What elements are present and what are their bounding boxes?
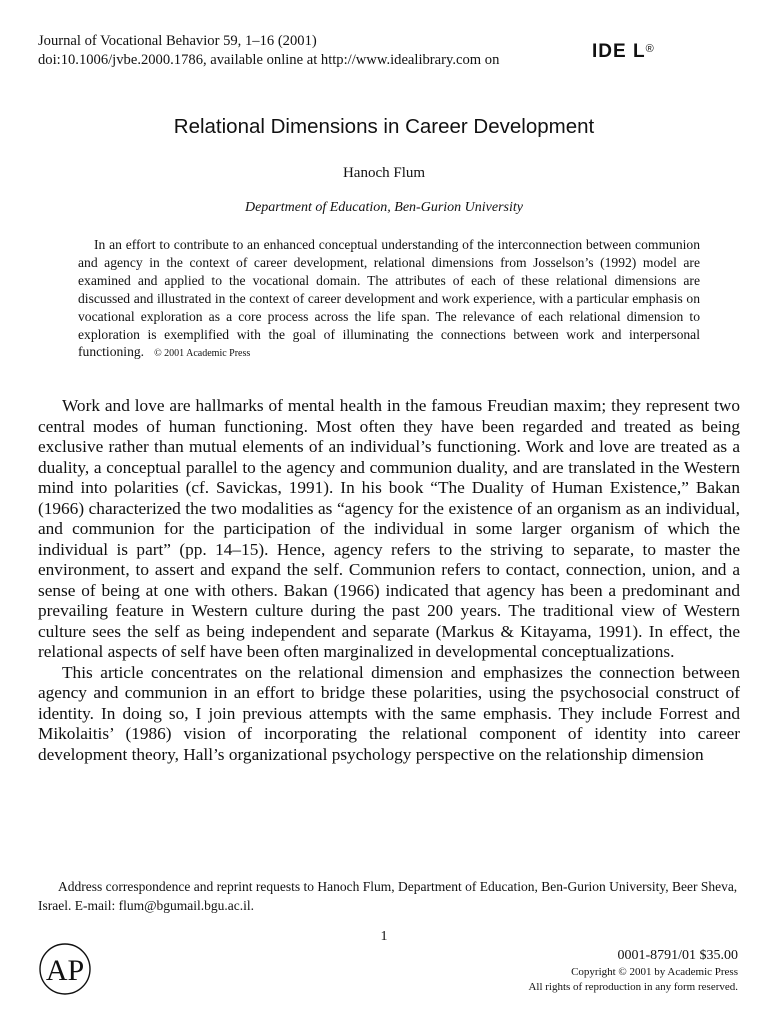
journal-citation: Journal of Vocational Behavior 59, 1–16 (2001) xyxy=(38,33,317,49)
journal-header xyxy=(38,32,668,70)
body-paragraph: Work and love are hallmarks of mental health in the famous Freudian maxim; they represent two central modes of human functioning. Most often they have been regarded and treated as being exclusive rather than mutual elements of an individual’s functioning. Work and love are treated as a duality, a conceptual parallel to the agency and communion duality, and are translated in the Western mind into polarities (cf. Savickas, 1991). In his book “The Duality of Human Existence,” Bakan (1966) characterized the two modalities as “agency for the existence of an organism as an individual, and communion for the participation of the individual in some larger organism of which the individual is part” (pp. 14–15). Hence, agency refers to the striving to separate, to master the environment, to assert and expand the self. Communion refers to contact, connection, union, and a sense of being at one with others. Bakan (1966) indicated that agency has been a predominant and prevailing feature in Western culture during the past 200 years. The traditional view of Western culture sees the self as being independent and separate (Markus & Kitayama, 1991). In effect, the relational aspects of self have been often marginalized in developmental conceptualizations. xyxy=(38,396,740,661)
ideal-logo xyxy=(592,41,655,63)
copyright-line: Copyright © 2001 by Academic Press xyxy=(571,966,738,978)
author-affiliation: Department of Education, Ben-Gurion University xyxy=(244,200,523,215)
body-paragraph: This article concentrates on the relational dimension and emphasizes the connection between agency and communion in an effort to bridge these polarities, using the psychosocial construct of identity. In doing so, I join previous attempts with the same emphasis. They include Forrest and Mikolaitis’ (1986) vision of incorporating the relational component of identity into career development theory, Hall’s organizational psychology perspective on the relationship dimension xyxy=(38,662,740,764)
publisher-logo-text: AP xyxy=(45,954,85,987)
correspondence-footnote: Address correspondence and reprint requests to Hanoch Flum, Department of Education, Ben-Gurion University, Beer Sheva, Israel. E-mail: flum@bgumail.bgu.ac.il. xyxy=(38,879,738,913)
reproduction-notice: All rights of reproduction in any form reserved. xyxy=(528,981,738,993)
registered-mark: ® xyxy=(645,43,655,55)
article-body xyxy=(38,396,740,765)
abstract xyxy=(78,236,700,363)
article-title: Relational Dimensions in Career Development xyxy=(173,115,595,138)
author-name: Hanoch Flum xyxy=(342,165,426,181)
abstract-copyright: © 2001 Academic Press xyxy=(154,348,251,360)
page-number: 1 xyxy=(380,929,388,944)
rights-block xyxy=(418,947,738,995)
doi-line: doi:10.1006/jvbe.2000.1786, available online at http://www.idealibrary.com on xyxy=(38,52,500,68)
abstract-text: In an effort to contribute to an enhanced conceptual understanding of the interconnection between communion and agency in the context of career development, relational dimensions from Josselson’s (1992) model are examined and applied to the vocational domain. The attributes of each of these relational dimensions are discussed and illustrated in the context of career development and work experience, with a particular emphasis on vocational exploration as a core process across the life span. The relevance of each relational dimension to exploration is exemplified with the goal of illuminating the connections between work and interpersonal functioning. xyxy=(78,237,700,360)
ideal-logo-text: IDE L xyxy=(592,41,646,62)
academic-press-logo xyxy=(38,942,92,996)
issn-price: 0001-8791/01 $35.00 xyxy=(617,948,738,963)
